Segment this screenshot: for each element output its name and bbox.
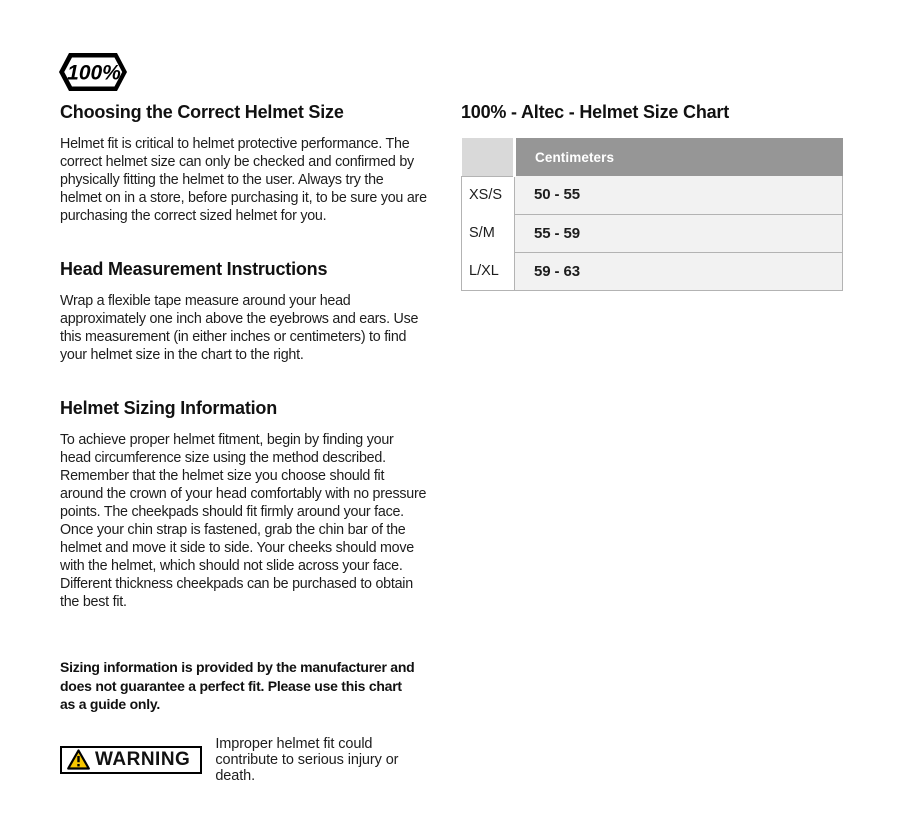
size-chart-header — [462, 138, 843, 176]
size-chart-body — [462, 176, 843, 290]
warning-triangle-icon — [67, 749, 90, 770]
centimeters-value-cell: 59 - 63 — [515, 252, 843, 290]
section-heading: Helmet Sizing Information — [60, 398, 278, 418]
centimeters-value-cell: 55 - 59 — [515, 214, 843, 252]
section-body: Helmet fit is critical to helmet protective performance. The correct helmet size can only be checked and confirmed by physically fitting the helmet to the user. Always try the helmet on in a store, before purchasing it, to be sure you are purchasing the correct sized helmet for you. — [60, 136, 427, 224]
section-body: To achieve proper helmet fitment, begin by finding your head circumference size using the method described. Remember that the helmet size you choose should fit around the crown of your head comfortably with no pressure points. The cheekpads should fit firmly around your face. Once your chin strap is fastened, grab the chin bar of the helmet and move it side to side. Your cheeks should move with the helmet, which should not slide across your face. Different thickness cheekpads can be purchased to obtain the best fit. — [60, 432, 427, 610]
section-heading: Choosing the Correct Helmet Size — [60, 102, 344, 122]
size-label-cell: XS/S — [462, 176, 515, 214]
table-row — [462, 252, 843, 290]
section-body: Wrap a flexible tape measure around your head approximately one inch above the eyebrows and ears. Use this measurement (in either inches or centimeters) to find your helmet size in the chart to the right. — [60, 293, 419, 363]
section-heading: Head Measurement Instructions — [60, 259, 328, 279]
centimeters-header: Centimeters — [515, 138, 843, 176]
size-label-cell: S/M — [462, 214, 515, 252]
instructions-column — [60, 101, 428, 784]
table-row — [462, 214, 843, 252]
warning-text: Improper helmet fit could contribute to serious injury or death. — [215, 735, 399, 784]
size-chart-title: 100% - Altec - Helmet Size Chart — [461, 102, 730, 122]
100percent-badge-icon — [58, 52, 128, 92]
header-row — [462, 138, 843, 176]
brand-logo-100percent — [58, 52, 128, 92]
section-sizing-information — [60, 397, 428, 611]
section-choosing-size — [60, 101, 428, 225]
centimeters-value-cell: 50 - 55 — [515, 176, 843, 214]
size-label-cell: L/XL — [462, 252, 515, 290]
warning-box — [60, 746, 202, 774]
corner-cell — [462, 138, 515, 176]
warning-label: WARNING — [95, 749, 191, 770]
logo-text: 100% — [67, 61, 121, 85]
warning-row — [60, 736, 428, 784]
size-chart-column — [461, 101, 843, 291]
section-head-measurement — [60, 258, 428, 364]
table-row — [462, 176, 843, 214]
size-chart-table — [461, 138, 843, 291]
manufacturer-disclaimer: Sizing information is provided by the manufacturer and does not guarantee a perfect fit. Please use this chart as a guide only. — [60, 659, 415, 712]
